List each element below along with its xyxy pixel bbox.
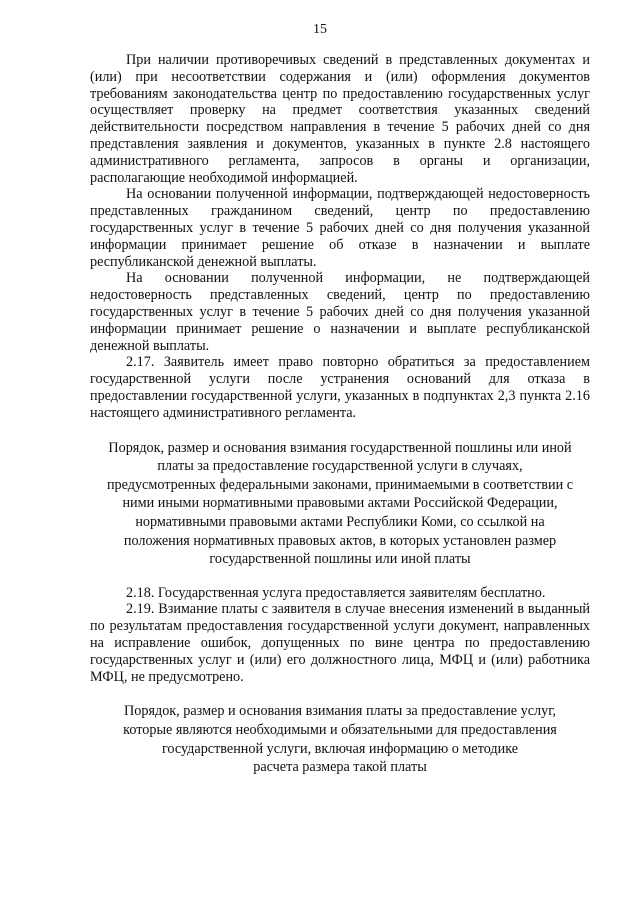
heading-line: положения нормативных правовых актов, в которых установлен размер <box>123 532 557 549</box>
heading-line: предусмотренных федеральными законами, принимаемыми в соответствии с <box>106 476 574 493</box>
heading-line: Порядок, размер и основания взимания государственной пошлины или иной <box>108 439 572 456</box>
spacer <box>90 422 590 439</box>
page-number: 15 <box>313 22 327 37</box>
paragraph-2-18: 2.18. Государственная услуга предоставляется заявителям бесплатно. <box>126 584 546 601</box>
document-body <box>90 52 590 777</box>
section-heading-service-fee <box>90 702 590 776</box>
paragraph-2-17: 2.17. Заявитель имеет право повторно обратиться за предоставлением государственной услуги после устранения оснований для отказа в предоставлении государственной услуги, указанных в подпунктах 2,3 пункта 2.16 настоящего административного регламента. <box>90 354 590 421</box>
heading-line: государственной услуги, включая информацию о методике <box>161 740 519 757</box>
spacer <box>90 569 590 585</box>
heading-line: нормативными правовыми актами Республики Коми, со ссылкой на <box>135 513 545 530</box>
paragraph-approval-decision: На основании полученной информации, не подтверждающей недостоверность представленных сведений, центр по предоставлению государственных услуг в течение 5 рабочих дней со дня получения указанной информации принимает решение о назначении и выплате республиканской денежной выплаты. <box>90 270 590 354</box>
heading-line: ними иными нормативными правовыми актами Российской Федерации, <box>122 495 558 512</box>
spacer <box>90 685 590 702</box>
heading-line: государственной пошлины или иной платы <box>209 551 471 568</box>
paragraph-2-19: 2.19. Взимание платы с заявителя в случае внесения изменений в выданный по результатам предоставления государственной услуги документ, направленных на исправление ошибок, допущенных по вине центра по предоставлению государственных услуг и (или) его должностного лица, МФЦ и (или) работника МФЦ, не предусмотрено. <box>90 601 590 685</box>
paragraph-contradictory-info: При наличии противоречивых сведений в представленных документах и (или) при несоответствии содержания и (или) оформления документов требованиям законодательства центр по предоставлению государственных услуг осуществляет проверку на предмет соответствия указанных сведений действительности посредством направления в течение 5 рабочих дней со дня представления заявления и документов, указанных в пункте 2.8 настоящего административного регламента, запросов в органы и организации, располагающие необходимой информацией. <box>90 52 590 186</box>
section-heading-state-fee <box>90 439 590 569</box>
heading-line: которые являются необходимыми и обязательными для предоставления <box>123 722 557 739</box>
heading-line: Порядок, размер и основания взимания платы за предоставление услуг, <box>124 703 556 720</box>
heading-line: платы за предоставление государственной услуги в случаях, <box>157 458 523 475</box>
heading-line: расчета размера такой платы <box>253 759 427 776</box>
paragraph-refusal-decision: На основании полученной информации, подтверждающей недостоверность представленных гражданином сведений, центр по предоставлению государственных услуг в течение 5 рабочих дней со дня получения указанной информации принимает решение об отказе в назначении и выплате республиканской денежной выплаты. <box>90 186 590 270</box>
